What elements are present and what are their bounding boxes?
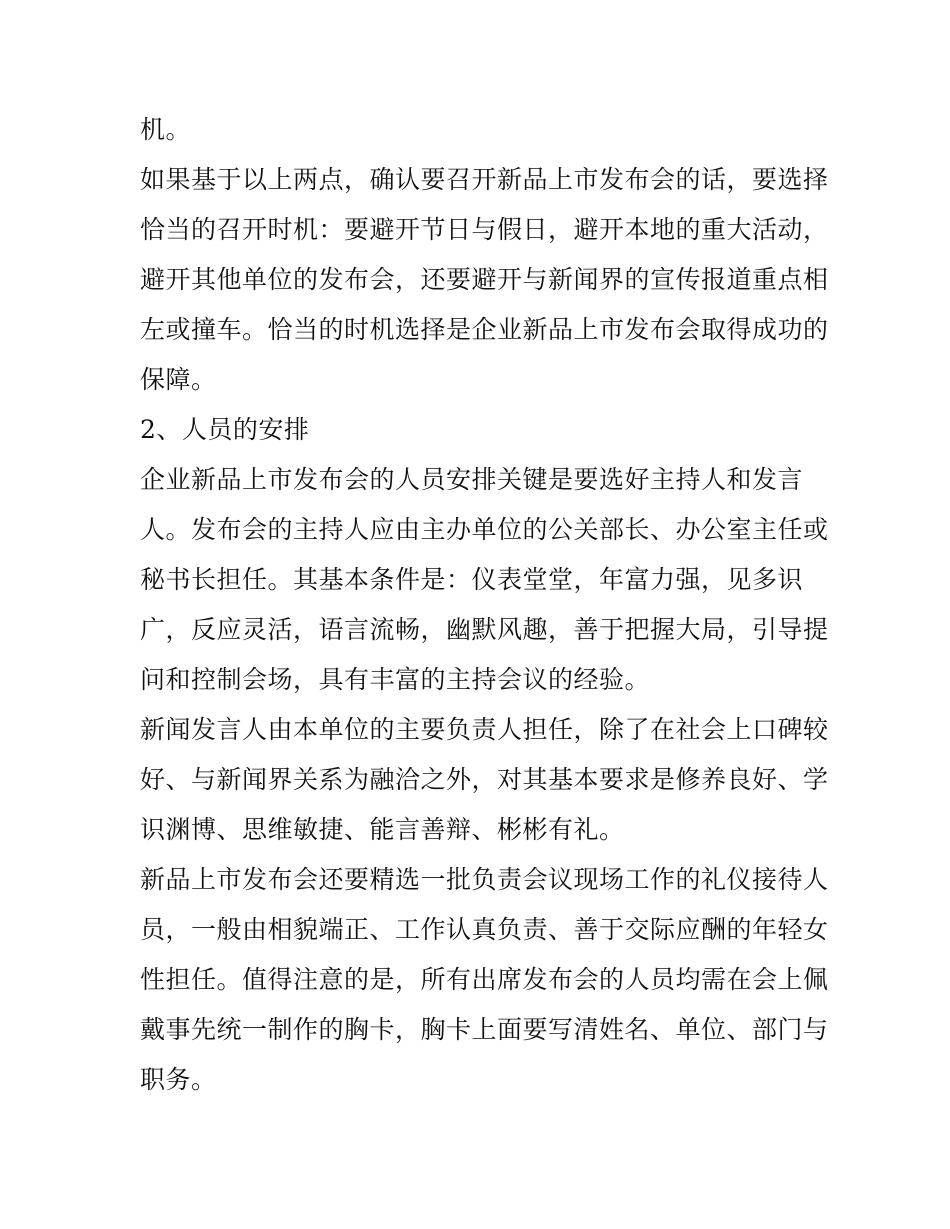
text-line: 新闻发言人由本单位的主要负责人担任，除了在社会上口碑较	[140, 715, 829, 744]
text-line: 机。	[140, 115, 192, 144]
text-line: 新品上市发布会还要精选一批负责会议现场工作的礼仪接待人	[140, 865, 829, 894]
text-line: 避开其他单位的发布会，还要避开与新闻界的宣传报道重点相	[140, 265, 829, 294]
text-line: 广，反应灵活，语言流畅，幽默风趣，善于把握大局，引导提	[140, 615, 829, 644]
document-body	[140, 105, 829, 1105]
section-heading: 2、人员的安排	[140, 415, 310, 444]
text-line: 员，一般由相貌端正、工作认真负责、善于交际应酬的年轻女	[140, 915, 829, 944]
text-line: 企业新品上市发布会的人员安排关键是要选好主持人和发言	[140, 465, 804, 494]
text-line: 职务。	[140, 1065, 217, 1094]
text-line: 恰当的召开时机：要避开节日与假日，避开本地的重大活动，	[140, 215, 829, 244]
text-line: 戴事先统一制作的胸卡，胸卡上面要写清姓名、单位、部门与	[140, 1015, 829, 1044]
text-line: 秘书长担任。其基本条件是：仪表堂堂，年富力强，见多识	[140, 565, 804, 594]
text-line: 问和控制会场，具有丰富的主持会议的经验。	[140, 665, 651, 694]
text-line: 如果基于以上两点，确认要召开新品上市发布会的话，要选择	[140, 165, 829, 194]
text-line: 左或撞车。恰当的时机选择是企业新品上市发布会取得成功的	[140, 315, 829, 344]
text-line: 好、与新闻界关系为融洽之外，对其基本要求是修养良好、学	[140, 765, 829, 794]
text-line: 人。发布会的主持人应由主办单位的公关部长、办公室主任或	[140, 515, 829, 544]
text-line: 性担任。值得注意的是，所有出席发布会的人员均需在会上佩	[140, 965, 829, 994]
text-line: 保障。	[140, 365, 217, 394]
text-line: 识渊博、思维敏捷、能言善辩、彬彬有礼。	[140, 815, 625, 844]
